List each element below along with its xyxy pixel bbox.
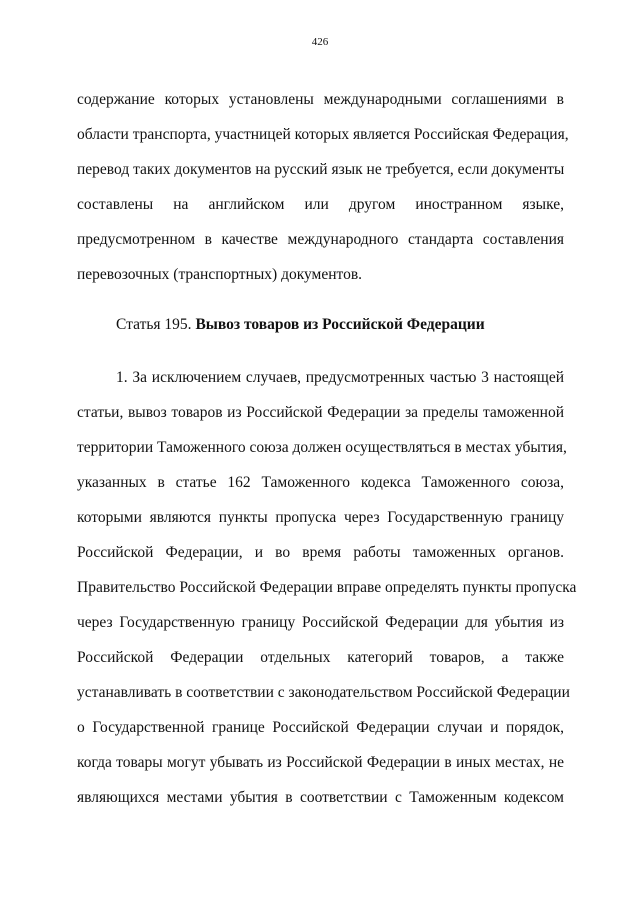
article-title: Вывоз товаров из Российской Федерации	[195, 316, 485, 333]
text-line: являющихся местами убытия в соответствии с Таможенным кодексом	[77, 789, 564, 806]
text-line: области транспорта, участницей которых является Российская Федерация,	[77, 126, 569, 143]
article-heading	[116, 315, 485, 335]
text-line: устанавливать в соответствии с законодательством Российской Федерации	[77, 684, 570, 701]
text-line: через Государственную границу Российской Федерации для убытия из	[77, 614, 564, 631]
text-line: перевозочных (транспортных) документов.	[77, 266, 363, 283]
page-number: 426	[311, 36, 329, 48]
text-line: перевод таких документов на русский язык не требуется, если документы	[77, 161, 565, 178]
text-line: Российской Федерации отдельных категорий товаров, а также	[77, 649, 564, 666]
text-line: статьи, вывоз товаров из Российской Федерации за пределы таможенной	[77, 404, 564, 421]
text-line: указанных в статье 162 Таможенного кодекса Таможенного союза,	[77, 474, 564, 491]
article-number: Статья 195.	[116, 316, 192, 333]
text-line: 1. За исключением случаев, предусмотренных частью 3 настоящей	[116, 369, 564, 386]
text-line: которыми являются пункты пропуска через Государственную границу	[77, 509, 564, 526]
text-line: Правительство Российской Федерации вправе определять пункты пропуска	[77, 579, 577, 596]
text-line: предусмотренном в качестве международного стандарта составления	[77, 231, 564, 248]
text-line: о Государственной границе Российской Федерации случаи и порядок,	[77, 719, 564, 736]
text-line: Российской Федерации, и во время работы таможенных органов.	[77, 544, 564, 561]
text-line: составлены на английском или другом иностранном языке,	[77, 196, 564, 213]
text-line: территории Таможенного союза должен осуществляться в местах убытия,	[77, 439, 567, 456]
text-line: когда товары могут убывать из Российской Федерации в иных местах, не	[77, 754, 564, 771]
text-line: содержание которых установлены международными соглашениями в	[77, 91, 564, 108]
